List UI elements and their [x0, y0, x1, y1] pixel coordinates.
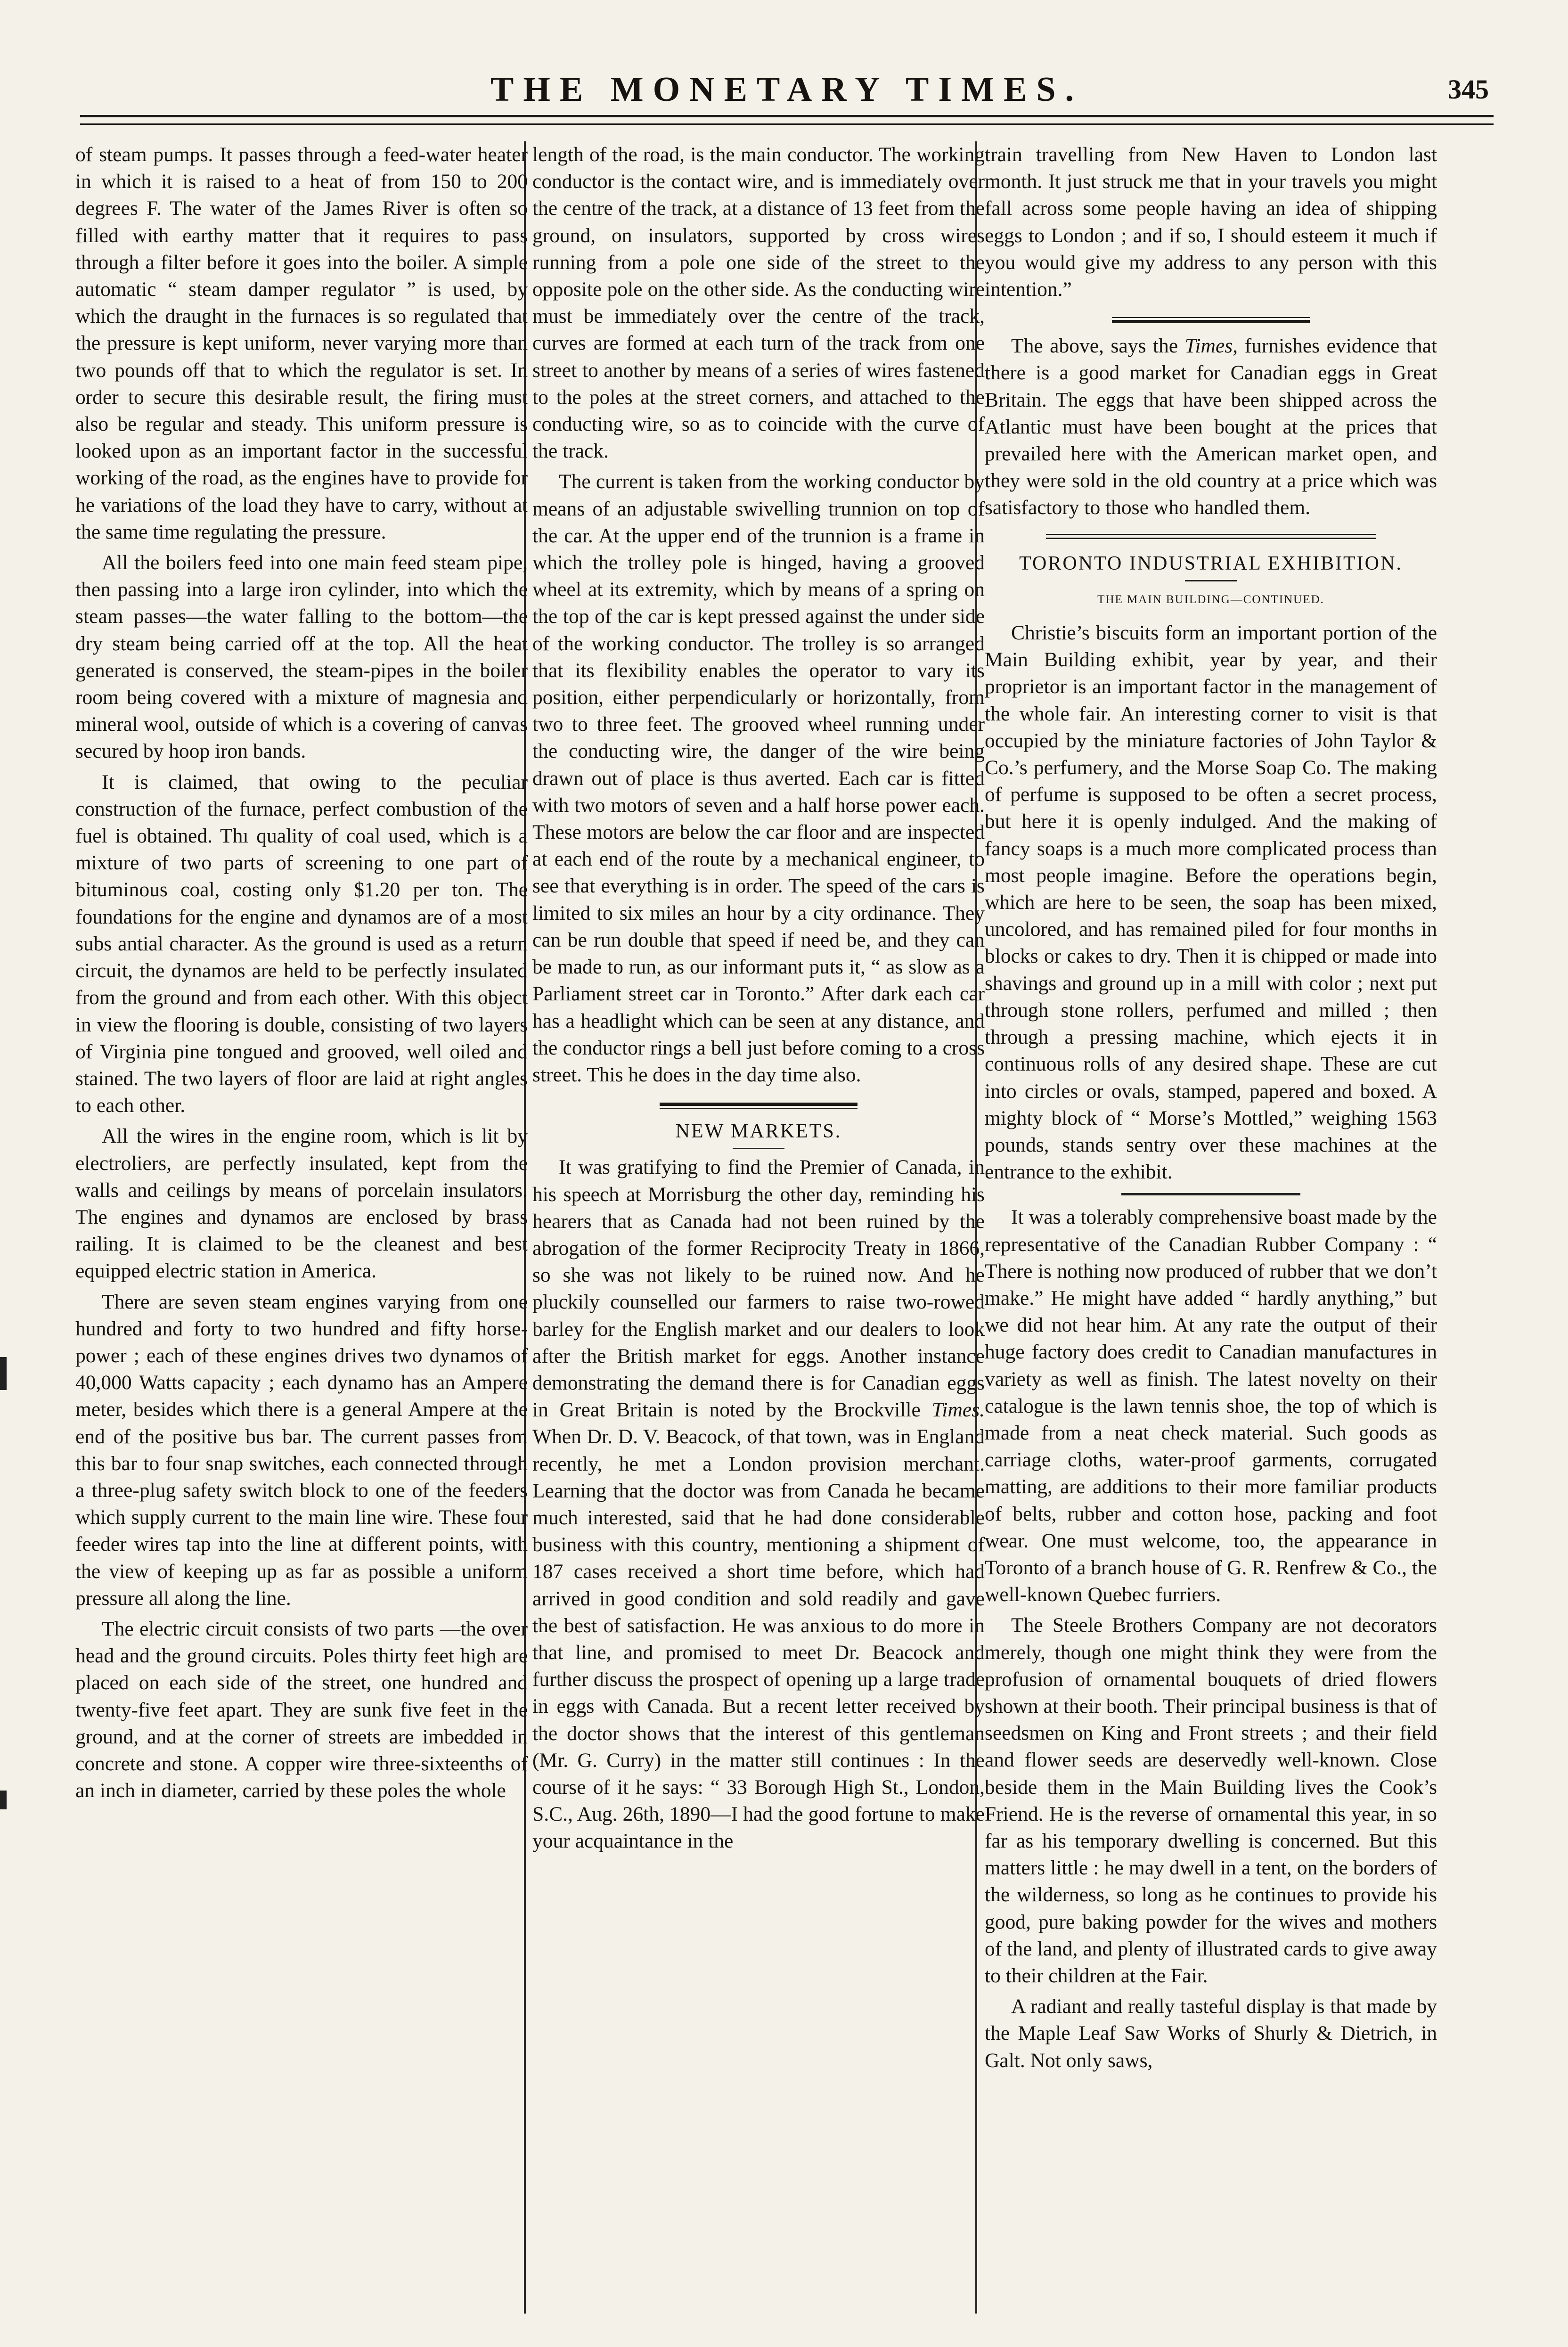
page-number: 345: [1448, 74, 1489, 105]
article-paragraph: of steam pumps. It passes through a feed-water heater in which it is raised to a heat of from 150 to 200 degrees F. The water of the James River is often so filled with earthy matter that it requires to pass through a filter before it goes into the boiler. A simple automatic “ steam damper regulator ” is used, by which the draught in the furnaces is so regulated that the pressure is kept uniform, never varying more than two pounds off that to which the regulator is set. In order to secure this desirable result, the firing must also be regular and steady. This uniform pressure is looked upon as an important factor in the successful working of the road, as the engines have to provide for he variations of the load they have to carry, without at the same time regulating the pressure.: [75, 143, 528, 543]
heading-rule: [733, 1148, 784, 1149]
article-paragraph: There are seven steam engines varying from one hundred and forty to two hundred and fifty horse-power ; each of these engines drives two dynamos of 40,000 Watts capacity ; each dynamo has an Ampere meter, besides which there is a general Ampere at the end of the positive bus bar. The current passes from this bar to four snap switches, each connected through a three-plug safety switch block to one of the feeders which supply current to the main line wire. These four feeder wires tap into the line at different points, with the view of keeping up as far as possible a uniform pressure all along the line.: [75, 1290, 528, 1610]
text-run: When Dr. D. V. Beacock, of that town, was in England recently, he met a London provision merchant. Learning that the doctor was from Canada he became much interested, said that he had done considerable business with this country, mentioning a shipment of 187 cases received a short time before, which had arrived in good condition and sold readily and gave the best of satisfaction. He was anxious to do more in that line, and promised to meet Dr. Beacock and further discuss the prospect of opening up a large trade in eggs with Canada. But a recent letter received by the doctor shows that the interest of this gentleman (Mr. G. Curry) in the matter still continues : In the course of it he says: “ 33 Borough High St., London, S.C., Aug. 26th, 1890—I had the good fortune to make your acquaintance in the: [532, 1425, 985, 1853]
article-paragraph: The Steele Brothers Company are not decorators merely, though one might think they were from the profusion of ornamental bouquets of dried flowers shown at their booth. Their principal business is that of seedsmen on King and Front streets ; and their field and flower seeds are deservedly well-known. Close beside them in the Main Building lives the Cook’s Friend. He is the reverse of ornamental this year, in so far as his temporary dwelling is concerned. But this matters little : he may dwell in a tent, on the borders of the wilderness, so long as he continues to provide his good, pure baking powder for the wives and mothers of the land, and plenty of illustrated cards to give away to their children at the Fair.: [985, 1614, 1437, 1987]
column-3: [985, 141, 1437, 2328]
section-separator: [1121, 1193, 1300, 1195]
section-heading-exhibition: TORONTO INDUSTRIAL EXHIBITION.: [1019, 552, 1403, 574]
article-paragraph: A radiant and really tasteful display is that made by the Maple Leaf Saw Works of Shurly & Dietrich, in Galt. Not only saws,: [985, 1995, 1437, 2072]
page-edge-mark: [0, 1357, 7, 1390]
text-run: It was gratifying to find the Premier of Canada, in his speech at Morrisburg the other day, reminding his hearers that as Canada had not been ruined by the abrogation of the former Reciprocity Treaty in 1866, so she was not likely to be ruined now. And he pluckily counselled our farmers to raise two-rowed barley for the English market and our dealers to look after the British market for eggs. Another instance demonstrating the demand there is for Canadian eggs in Great Britain is noted by the Brockville: [532, 1156, 985, 1422]
article-paragraph: length of the road, is the main conductor. The working conductor is the contact wire, and is immediately over the centre of the track, at a distance of 13 feet from the ground, on insulators, supported by cross wires running from a pole one side of the street to the opposite pole on the other side. As the conducting wire must be immediately over the centre of the track, curves are formed at each turn of the track from one street to another by means of a series of wires fastened to the poles at the street corners, and attached to the conducting wire, so as to coincide with the curve of the track.: [532, 143, 985, 463]
section-separator: [660, 1103, 858, 1106]
article-paragraph: train travelling from New Haven to London last month. It just struck me that in your travels you might fall across some people having an idea of shipping eggs to London ; and if so, I should esteem it much if you would give my address to any person with this intention.”: [985, 143, 1437, 301]
column-1: [75, 141, 528, 2328]
article-paragraph: [532, 1154, 985, 1855]
section-separator: [1046, 534, 1376, 535]
article-paragraph: The current is taken from the working conductor by means of an adjustable swivelling trunnion on top of the car. At the upper end of the trunnion is a frame in which the trolley pole is hinged, having a grooved wheel at its extremity, which by means of a spring on the top of the car is kept pressed against the under side of the working conductor. The trolley is so arranged that its flexibility enables the operator to vary its position, either perpendicularly or horizontally, from two to three feet. The grooved wheel running under the conducting wire, the danger of the wire being drawn out of place is thus averted. Each car is fitted with two motors of seven and a half horse power each. These motors are below the car floor and are inspected at each end of the route by a mechanical engineer, to see that everything is in order. The speed of the cars is limited to six miles an hour by a city ordinance. They can be run double that speed if need be, and they can be made to run, as our informant puts it, “ as slow as a Parliament street car in Toronto.” After dark each car has a headlight which can be seen at any distance, and the conductor rings a bell just before coming to a cross street. This he does in the day time also.: [532, 470, 985, 1086]
article-paragraph: Christie’s biscuits form an important portion of the Main Building exhibit, year by year, and their proprietor is an important factor in the management of the whole fair. An interesting corner to visit is that occupied by the miniature factories of John Taylor & Co.’s perfumery, and the Morse Soap Co. The making of perfume is supposed to be often a secret process, but here it is openly indulged. And the making of fancy soaps is a much more complicated process than most people imagine. Before the operations begin, which are here to be seen, the soap has been mixed, uncolored, and has remained piled for four months in blocks or cakes to dry. Then it is chipped or made into shavings and ground up in a mill with color ; next put through stone rollers, perfumed and milled ; then through a pressing machine, which ejects it in continuous rolls of any desired shape. These are cut into circles or ovals, stamped, papered and boxed. A mighty block of “ Morse’s Mottled,” weighing 1563 pounds, stands sentry over these machines at the entrance to the exhibit.: [985, 622, 1437, 1184]
section-separator-thin: [1112, 317, 1310, 318]
section-separator: [1046, 538, 1376, 539]
masthead: [80, 66, 1494, 113]
column-2: [532, 141, 985, 2328]
text-run: furnishes evidence that there is a good market for Canadian eggs in Great Britain. The eggs that have been shipped across the Atlantic must have been bought at the prices that prevailed here with the American market open, and they were sold in the old country at a price which was satisfactory to those who handled them.: [985, 335, 1437, 519]
article-paragraph: [985, 333, 1437, 521]
article-paragraph: All the boilers feed into one main feed steam pipe, then passing into a large iron cylinder, into which the steam passes—the water falling to the bottom—the dry steam being carried off at the top. All the heat generated is conserved, the steam-pipes in the boiler room being covered with a mixture of magnesia and mineral wool, outside of which is a covering of canvas secured by hoop iron bands.: [75, 551, 528, 763]
masthead-rule: [80, 115, 1494, 117]
section-heading-new-markets: NEW MARKETS.: [675, 1120, 842, 1143]
publication-title: THE MONETARY TIMES.: [490, 70, 1083, 109]
italic-title: Times.: [931, 1398, 985, 1422]
article-paragraph: The electric circuit consists of two parts —the over head and the ground circuits. Poles thirty feet high are placed on each side of the street, one hundred and twenty-five feet apart. They are sunk five feet in the ground, and at the corner of streets are imbedded in concrete and stone. A copper wire three-sixteenths of an inch in diameter, carried by these poles the whole: [75, 1617, 528, 1802]
article-paragraph: It was a tolerably comprehensive boast made by the representative of the Canadian Rubber Company : “ There is nothing now produced of rubber that we don’t make.” He might have added “ hardly anything,” but we did not hear him. At any rate the output of their huge factory does credit to Canadian manufactures in variety as well as finish. The latest novelty on their catalogue is the lawn tennis shoe, the top of which is made from a neat check material. Such goods as carriage cloths, water-proof garments, corrugated matting, are additions to their more familiar products of belts, rubber and cotton hose, packing and foot wear. One must welcome, too, the appearance in Toronto of a branch house of G. R. Renfrew & Co., the well-known Quebec furriers.: [985, 1206, 1437, 1606]
subheading: THE MAIN BUILDING—CONTINUED.: [1097, 593, 1324, 606]
section-separator-thin: [660, 1108, 858, 1109]
heading-rule: [1185, 580, 1237, 581]
italic-title: Times,: [1184, 335, 1238, 358]
text-run: The above, says the: [1011, 335, 1178, 358]
article-paragraph: It is claimed, that owing to the peculiar construction of the furnace, perfect combustion of the fuel is obtained. Thı quality of coal used, which is a mixture of two parts of screening to one part of bituminous coal, costing only $1.20 per ton. The foundations for the engine and dynamos are of a most subs antial character. As the ground is used as a return circuit, the dynamos are held to be perfectly insulated from the ground and from each other. With this object in view the flooring is double, consisting of two layers of Virginia pine tongued and grooved, well oiled and stained. The two layers of floor are laid at right angles to each other.: [75, 770, 528, 1117]
article-paragraph: All the wires in the engine room, which is lit by electroliers, are perfectly insulated, kept from the walls and ceilings by means of porcelain insulators. The engines and dynamos are enclosed by brass railing. It is claimed to be the cleanest and best equipped electric station in America.: [75, 1125, 528, 1283]
section-separator: [1112, 320, 1310, 323]
masthead-rule-thin: [80, 123, 1494, 125]
page-edge-mark: [0, 1791, 7, 1809]
